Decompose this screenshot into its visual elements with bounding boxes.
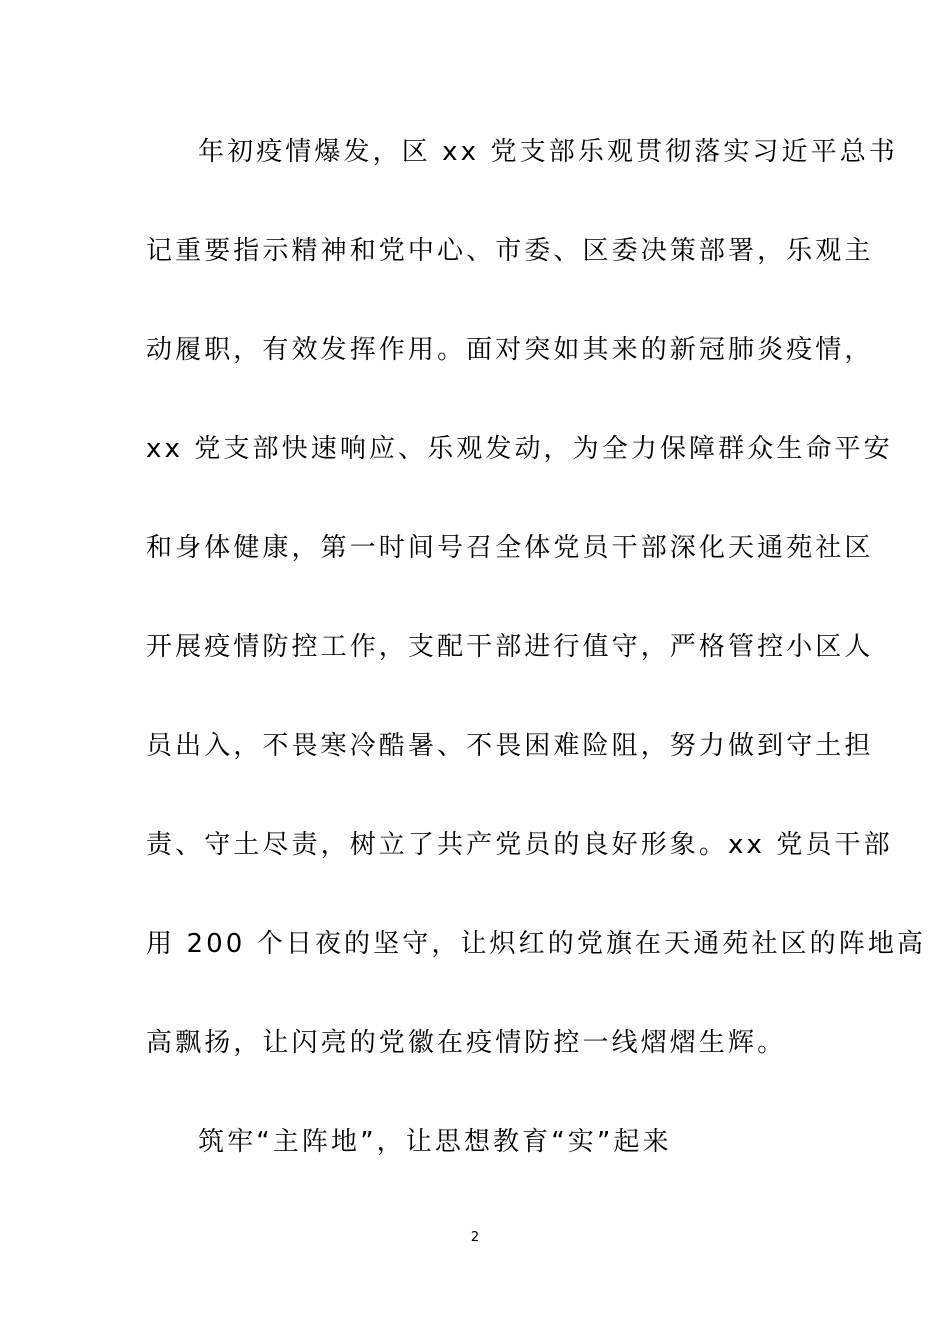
- section-heading: 筑牢“主阵地”，让思想教育“实”起来: [198, 1127, 672, 1157]
- paragraph-line: 动履职，有效发挥作用。面对突如其来的新冠肺炎疫情，: [146, 335, 874, 365]
- paragraph-line: 开展疫情防控工作，支配干部进行值守，严格管控小区人: [146, 632, 874, 662]
- paragraph-line: 用 200 个日夜的坚守，让炽红的党旗在天通苑社区的阵地高: [146, 929, 927, 959]
- paragraph-line: 和身体健康，第一时间号召全体党员干部深化天通苑社区: [146, 533, 874, 563]
- paragraph-line: 员出入，不畏寒冷酷暑、不畏困难险阻，努力做到守土担: [146, 731, 874, 761]
- page-number: 2: [470, 1230, 480, 1245]
- paragraph-line: 年初疫情爆发，区 xx 党支部乐观贯彻落实习近平总书: [198, 137, 898, 167]
- paragraph-line: 高飘扬，让闪亮的党徽在疫情防控一线熠熠生辉。: [146, 1028, 787, 1058]
- paragraph-line: 责、守土尽责，树立了共产党员的良好形象。xx 党员干部: [146, 830, 893, 860]
- paragraph-line: 记重要指示精神和党中心、市委、区委决策部署，乐观主: [146, 236, 874, 266]
- paragraph-line: xx 党支部快速响应、乐观发动，为全力保障群众生命平安: [146, 434, 893, 464]
